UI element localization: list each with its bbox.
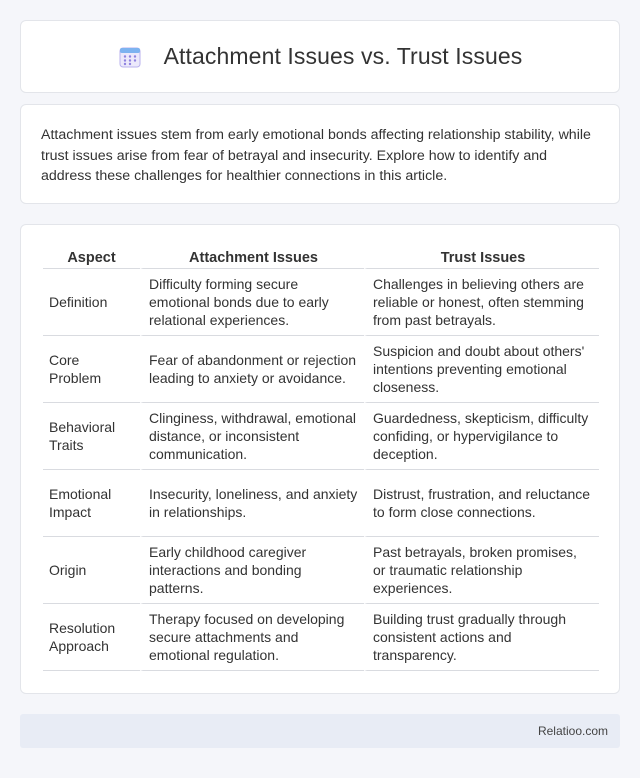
title-wrap [118, 43, 523, 70]
page-title: Attachment Issues vs. Trust Issues [163, 43, 523, 69]
row-aspect: Core Problem [43, 336, 140, 403]
row-trust: Distrust, frustration, and reluctance to form close connections. [364, 470, 599, 537]
table-row [43, 604, 599, 671]
footer-site-link[interactable]: Relatioo.com [537, 724, 608, 738]
header-trust-issues: Trust Issues [364, 243, 599, 269]
table-row [43, 336, 599, 403]
comparison-table-card [20, 224, 620, 694]
row-attachment: Early childhood caregiver interactions and bonding patterns. [140, 537, 364, 604]
table-header-row [43, 243, 599, 269]
table-row [43, 537, 599, 604]
row-aspect: Origin [43, 537, 140, 604]
table-row [43, 403, 599, 470]
row-attachment: Fear of abandonment or rejection leading to anxiety or avoidance. [140, 336, 364, 403]
intro-card [20, 104, 620, 204]
row-attachment: Insecurity, loneliness, and anxiety in relationships. [140, 470, 364, 537]
row-aspect: Definition [43, 269, 140, 336]
row-attachment: Difficulty forming secure emotional bonds due to early relational experiences. [140, 269, 364, 336]
row-attachment: Therapy focused on developing secure attachments and emotional regulation. [140, 604, 364, 671]
calendar-icon [118, 45, 142, 69]
row-aspect: Resolution Approach [43, 604, 140, 671]
header-aspect: Aspect [43, 243, 140, 269]
row-trust: Guardedness, skepticism, difficulty confiding, or hypervigilance to deception. [364, 403, 599, 470]
intro-text: Attachment issues stem from early emotional bonds affecting relationship stability, while trust issues arise from fear of betrayal and insecurity. Explore how to identify and address these challenges for healthier connections in this article. [41, 127, 591, 184]
row-aspect: Emotional Impact [43, 470, 140, 537]
table-row [43, 269, 599, 336]
row-trust: Challenges in believing others are reliable or honest, often stemming from past betrayals. [364, 269, 599, 336]
row-aspect: Behavioral Traits [43, 403, 140, 470]
table-row [43, 470, 599, 537]
row-trust: Suspicion and doubt about others' intentions preventing emotional closeness. [364, 336, 599, 403]
comparison-table [43, 243, 599, 671]
header-attachment-issues: Attachment Issues [140, 243, 364, 269]
row-trust: Past betrayals, broken promises, or traumatic relationship experiences. [364, 537, 599, 604]
footer-bar [20, 714, 620, 748]
header-card [20, 20, 620, 93]
row-trust: Building trust gradually through consistent actions and transparency. [364, 604, 599, 671]
row-attachment: Clinginess, withdrawal, emotional distance, or inconsistent communication. [140, 403, 364, 470]
